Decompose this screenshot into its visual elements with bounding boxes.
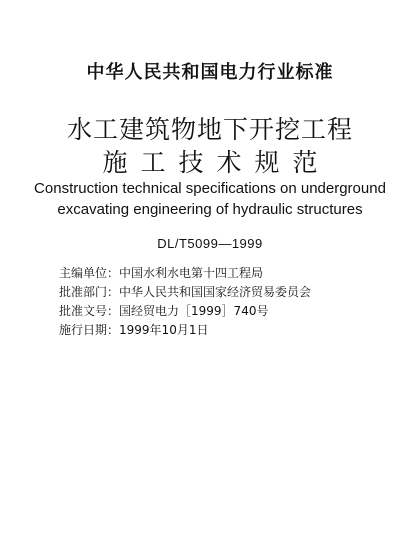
info-value: 国经贸电力［1999］740号 xyxy=(119,304,269,318)
english-title-line-2: excavating engineering of hydraulic structures xyxy=(57,201,363,218)
info-row-approver xyxy=(59,283,311,302)
standard-series-title: 中华人民共和国电力行业标准 xyxy=(86,62,334,83)
info-label: 批准部门： xyxy=(59,285,120,299)
chinese-title-line-1: 水工建筑物地下开挖工程 xyxy=(66,115,353,144)
info-value: 中华人民共和国国家经济贸易委员会 xyxy=(119,285,312,299)
standard-code: DL/T5099—1999 xyxy=(157,236,263,251)
info-value: 中国水利水电第十四工程局 xyxy=(119,266,264,280)
publication-info xyxy=(59,264,311,340)
info-row-approval-number xyxy=(59,302,311,321)
english-title-line-1: Construction technical specifications on underground xyxy=(34,180,386,197)
info-row-effective-date xyxy=(59,321,311,340)
info-value: 1999年10月1日 xyxy=(119,323,209,337)
chinese-title-line-2: 施工技术规范 xyxy=(102,148,331,177)
info-label: 批准文号： xyxy=(59,304,120,318)
info-label: 施行日期： xyxy=(59,323,120,337)
info-row-editor xyxy=(59,264,311,283)
info-label: 主编单位： xyxy=(59,266,120,280)
